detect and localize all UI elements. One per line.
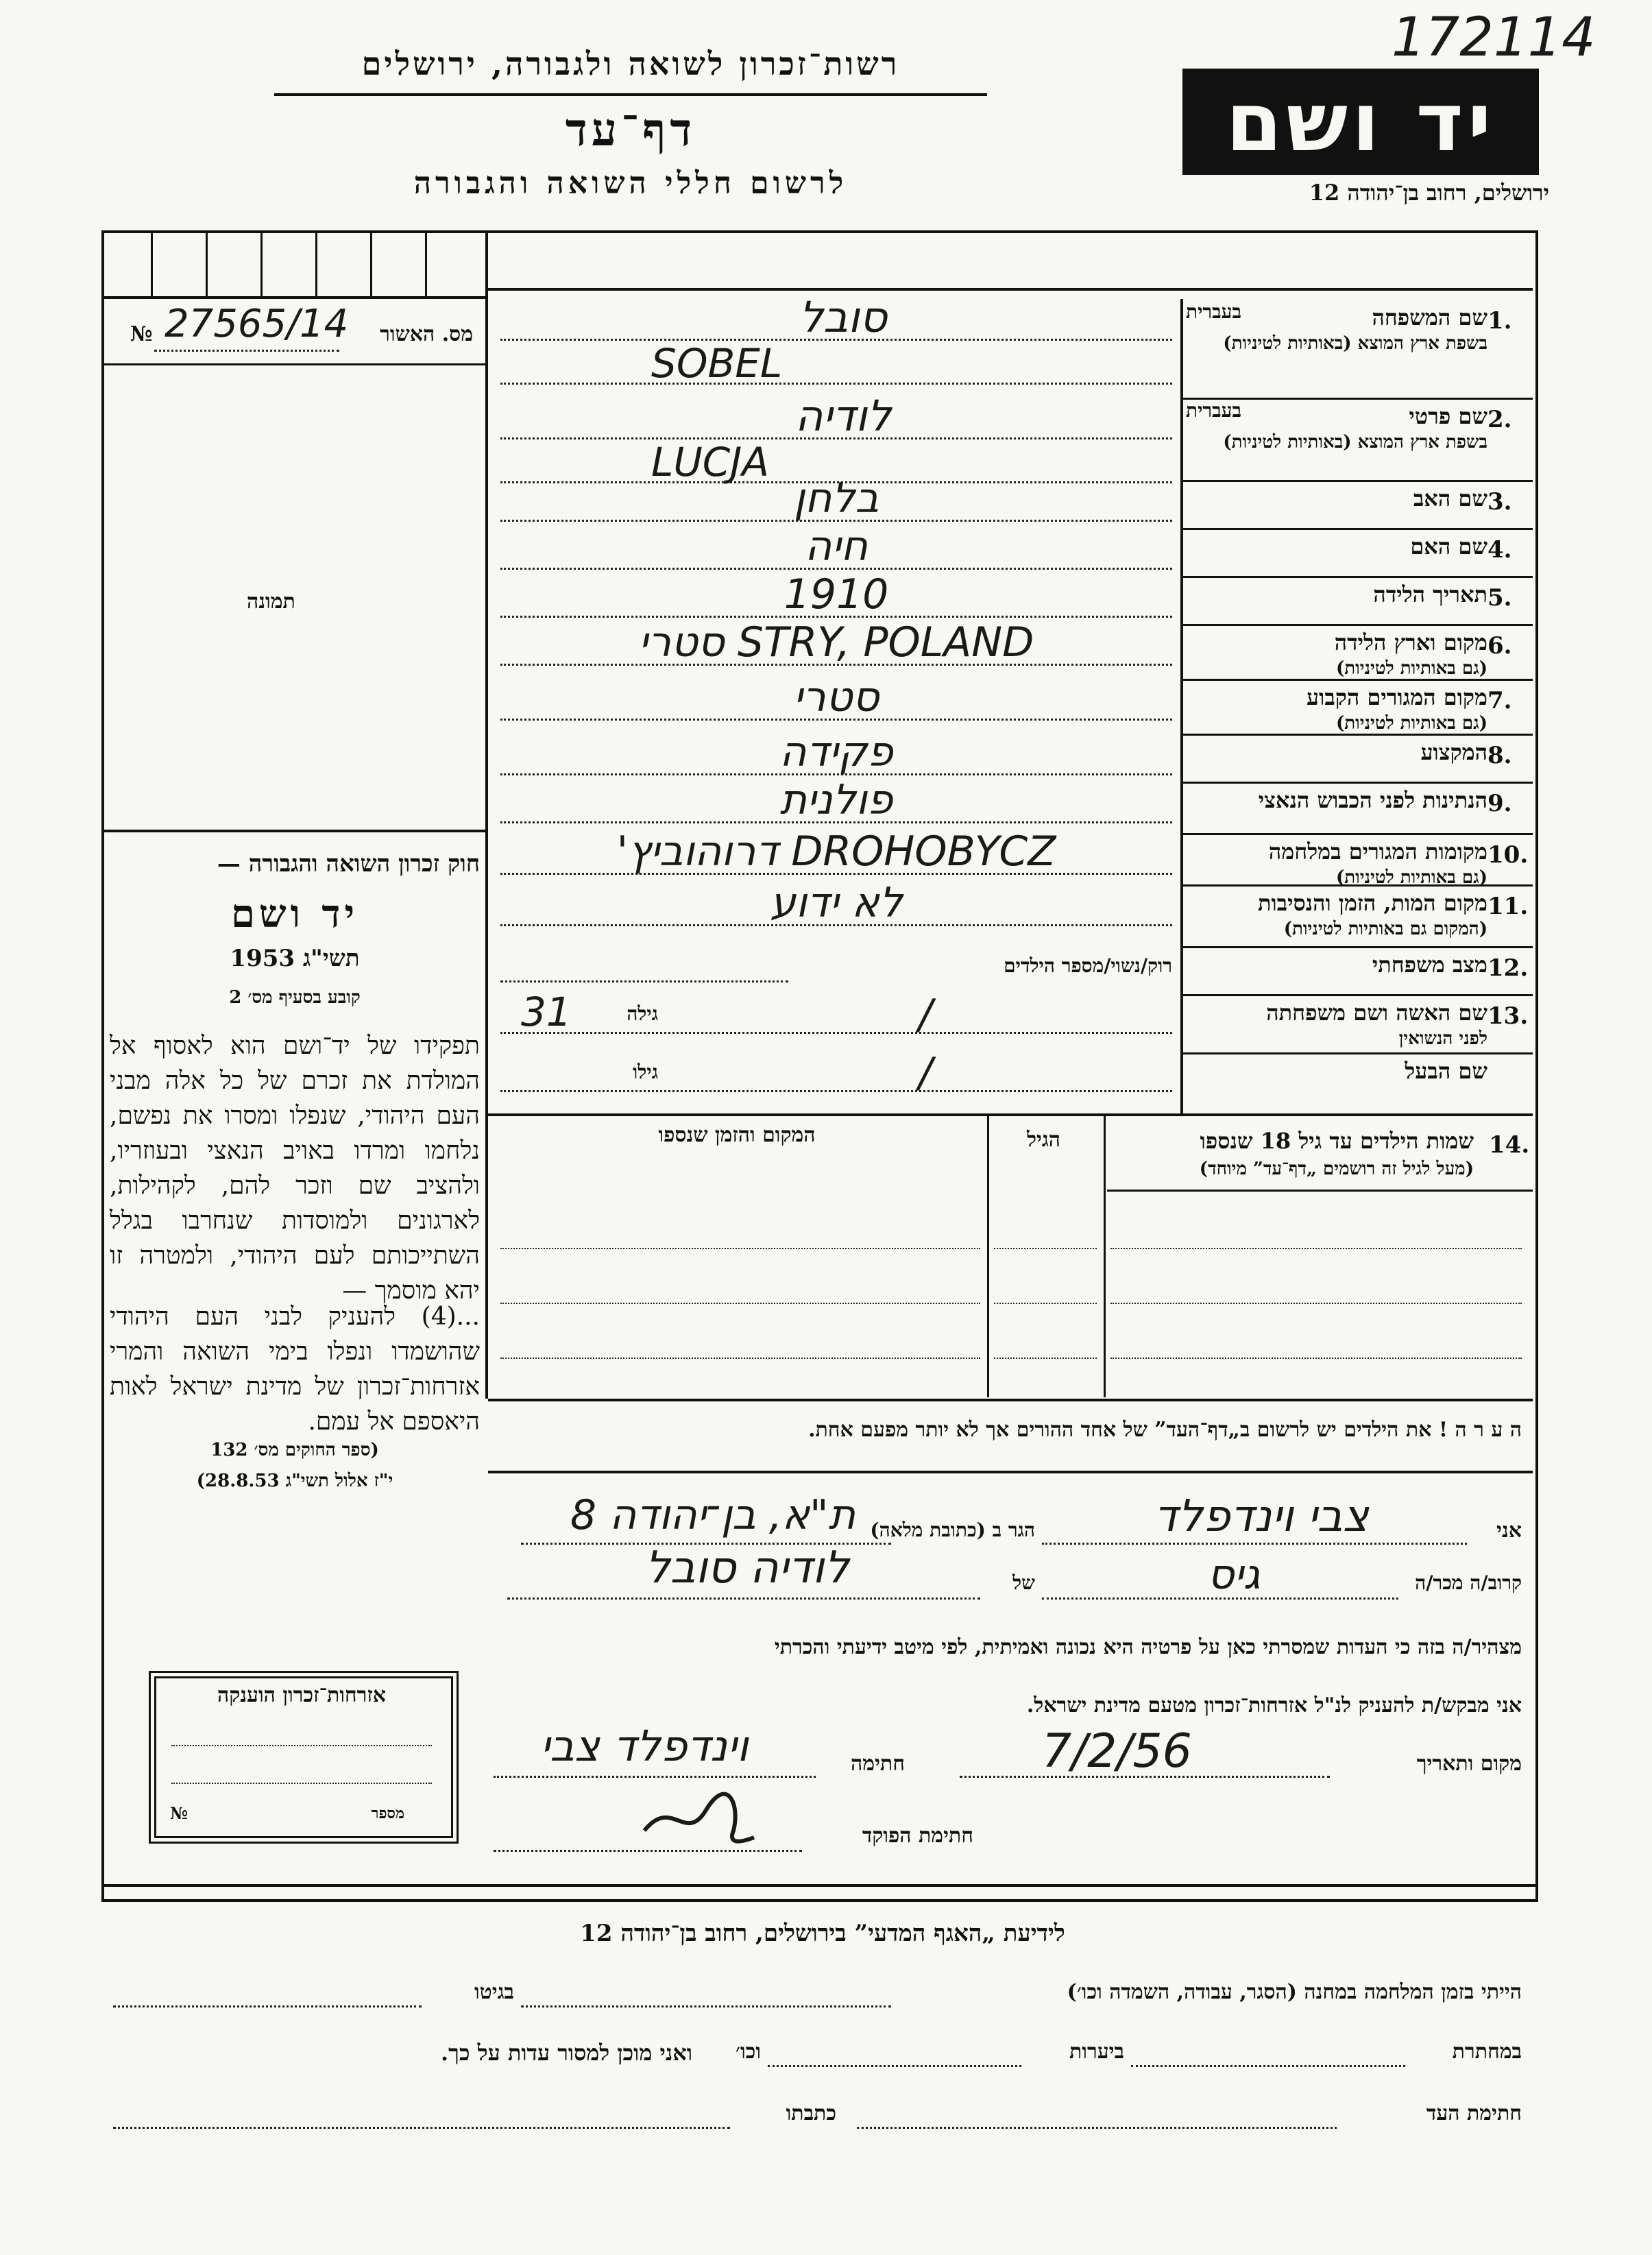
signature-dotline — [494, 1776, 816, 1778]
field-number: 12. — [1487, 954, 1529, 982]
field-sublabel: (גם באותיות לטיניות) — [1335, 867, 1487, 888]
law-text: תפקידו של יד־ושם הוא לאסוף אל המולדת את זכרם של כל אלה מבני העם היהודי, שנפלו ומסרו את נפשם, נלחמו ומרדו באויב הנאצי ובעוזריו, ולהציב שם וזכר להם, לקהילות, לארגונים ולמוסדות שנחרבו בגלל השתייכותם לעם היהודי, ולמטרה זו יהא מוסמך — — [110, 1032, 480, 1305]
place-date-label: מקום ותאריך — [1416, 1752, 1522, 1776]
footer-underground-dotline — [1131, 2065, 1405, 2067]
footer-ready-label: ואני מוכן למסור עדות על כך. — [440, 2040, 692, 2066]
institution-line: רשות־זכרון לשואה ולגבורה, ירושלים — [361, 45, 900, 82]
label-column-divider — [1180, 299, 1183, 1113]
field-sublabel: בשפת ארץ המוצא (באותיות לטיניות) — [1223, 333, 1487, 354]
field-label: מקום וארץ הלידה — [1334, 629, 1487, 655]
field-number: 10. — [1487, 841, 1529, 869]
field-value[interactable]: חיה — [805, 522, 868, 570]
field-label: שם המשפחה — [1372, 304, 1487, 330]
field-hebrew-value[interactable]: לודיה — [794, 391, 892, 441]
of-label: של — [1012, 1571, 1035, 1594]
officer-signature-label: חתימת הפוקד — [862, 1824, 973, 1848]
photo-column-divider — [485, 233, 488, 1399]
field-row-rule — [1183, 576, 1533, 578]
declarant-address: ת"א, בן־יהודה 8 — [570, 1491, 856, 1539]
field-row-rule — [1183, 480, 1533, 482]
footer-ghetto-dotline — [113, 2005, 422, 2007]
children-row-dotline — [1110, 1303, 1522, 1304]
officer-signature-scribble — [631, 1789, 768, 1851]
cell-divider — [315, 233, 317, 296]
footer-witness-signature-label: חתימת העד — [1426, 2101, 1522, 2125]
field-value[interactable]: פולנית — [779, 776, 893, 824]
field-sublabel: בשפת ארץ המוצא (באותיות לטיניות) — [1223, 432, 1487, 453]
children-age-header: הגיל — [1026, 1128, 1061, 1152]
field-latin-dotline — [500, 383, 1172, 385]
field-value[interactable]: בלחן — [793, 474, 879, 522]
declarant-name: צבי וינדפלד — [1154, 1491, 1369, 1542]
law-date: י"ז אלול תשי"ג 28.8.53) — [196, 1471, 393, 1491]
field-hebrew-value[interactable]: סובל — [799, 292, 888, 342]
field-age-value[interactable]: 31 — [521, 989, 572, 1035]
registration-number: 27565/14 — [165, 302, 349, 346]
footer-witness-signature-dotline — [857, 2127, 1337, 2129]
of-name-dotline — [507, 1597, 980, 1600]
field-row-rule — [1183, 624, 1533, 626]
footer-underground-label: במחתרת — [1452, 2040, 1522, 2064]
field-label: מקום המגורים הקבוע — [1307, 684, 1487, 710]
top-strip-rule — [101, 296, 485, 299]
archive-number: 172114 — [1392, 7, 1596, 69]
field-row-rule — [1183, 782, 1533, 784]
field-label: שם האב — [1413, 485, 1487, 511]
children-row-dotline — [500, 1358, 980, 1359]
children-label: שמות הילדים עד גיל 18 שנספו — [1200, 1128, 1474, 1154]
field-number: 7. — [1487, 687, 1512, 714]
law-clause: קובע בסעיף מס׳ 2 — [229, 987, 361, 1008]
field-value[interactable]: DROHOBYCZ דרוהוביץ' — [616, 828, 1056, 876]
certificate-dotline-2 — [171, 1783, 432, 1784]
statement-1: מצהיר/ה בזה כי העדות שמסרתי כאן על פרטיה היא נכונה ואמיתית, לפי מיטב ידיעתי והכרתי — [774, 1635, 1522, 1659]
field-number: 9. — [1487, 790, 1512, 817]
field-row-rule — [1183, 679, 1533, 681]
field-value[interactable]: / — [919, 991, 933, 1039]
children-sublabel: (מעל לגיל זה רושמים „דף־עד” מיוחד) — [1199, 1159, 1474, 1179]
children-col-place-divider — [987, 1116, 989, 1397]
footer-title: לידיעת „האגף המדעי” בירושלים, רחוב בן־יהודה 12 — [580, 1920, 1065, 1947]
children-row-dotline — [994, 1248, 1097, 1249]
header-rule — [274, 93, 987, 96]
children-place-header: המקום והזמן שנספו — [658, 1123, 816, 1147]
registration-label: מס. האשור — [380, 322, 473, 346]
field-age-label: גילו — [633, 1061, 658, 1083]
footer-etc-label: וכו׳ — [736, 2040, 761, 2064]
certificate-prefix: № — [170, 1803, 189, 1823]
footer-camp-label: הייתי בזמן המלחמה במחנה (הסגר, עבודה, השמדה וכו׳) — [1067, 1980, 1522, 2004]
field-label: המקצוע — [1420, 739, 1487, 765]
cell-divider — [151, 233, 153, 296]
field-value[interactable]: 1910 — [784, 570, 889, 618]
certificate-title: אזרחות־זכרון הוענקה — [217, 1683, 387, 1707]
field-label: שם הבעל — [1405, 1058, 1487, 1084]
footer-address-label: כתבתו — [786, 2101, 836, 2125]
law-heading: חוק זכרון השואה והגבורה — — [217, 850, 480, 878]
footer-address-dotline — [113, 2127, 730, 2129]
law-source: (ספר החוקים מס׳ 132 — [210, 1440, 379, 1460]
children-number: 14. — [1489, 1131, 1530, 1159]
field-number: 2. — [1487, 406, 1512, 433]
children-row-dotline — [994, 1303, 1097, 1304]
declarant-dotline — [1042, 1543, 1467, 1545]
field-number: 13. — [1487, 1002, 1529, 1030]
field-value[interactable]: פקידה — [779, 728, 893, 776]
note-bottom-rule — [488, 1471, 1533, 1473]
field-label: הנתינות לפני הכבוש הנאצי — [1258, 787, 1487, 813]
field-dotline — [500, 1032, 1172, 1034]
field-row-rule — [1183, 528, 1533, 530]
children-row-dotline — [1110, 1248, 1522, 1249]
registration-rule — [104, 363, 485, 365]
field-label: שם האשה ושם משפחתה — [1266, 1000, 1487, 1026]
field-age-label: גילה — [627, 1002, 658, 1025]
footer-ghetto-label: בגיטו — [474, 1980, 514, 2004]
relation-label: קרוב/ה מכר/ה — [1415, 1571, 1522, 1594]
signature-value: וינדפלד צבי — [540, 1721, 749, 1771]
field-value[interactable]: לא ידוע — [770, 879, 903, 927]
field-label: שם האם — [1410, 533, 1487, 559]
field-label: שם פרטי — [1409, 403, 1487, 429]
statement-2: אני מבקש/ת להעניק לנ"ל אזרחות־זכרון מטעם מדינת ישראל. — [1026, 1693, 1522, 1717]
field-label: מקומות המגורים במלחמה — [1268, 839, 1487, 865]
note: ה ע ר ה ! את הילדים יש לרשום ב„דף־העד” של אחד ההורים אך לא יותר מפעם אחת. — [808, 1418, 1522, 1442]
field-number: 6. — [1487, 632, 1512, 660]
field-row-rule — [1183, 833, 1533, 835]
cell-divider — [425, 233, 427, 296]
declaration-i-label: אני — [1496, 1519, 1522, 1543]
cell-divider — [260, 233, 263, 296]
children-table-top-rule — [488, 1113, 1533, 1116]
field-row-rule — [1183, 1052, 1533, 1054]
children-col-age-divider — [1104, 1116, 1106, 1397]
field-dotline — [500, 1090, 1172, 1092]
field-number: 3. — [1487, 488, 1512, 516]
field-row-rule — [1183, 994, 1533, 996]
children-header-rule — [1107, 1190, 1533, 1192]
field-number: 5. — [1487, 584, 1512, 612]
field-row-rule — [1183, 946, 1533, 948]
field-number: 4. — [1487, 536, 1512, 564]
photo-label: תמונה — [247, 590, 295, 614]
field-hebrew-label: בעברית — [1186, 300, 1242, 323]
form-subtitle: לרשום חללי השואה והגבורה — [413, 166, 848, 201]
of-name-value: לודיה סובל — [645, 1543, 849, 1593]
footer-forests-label: ביערות — [1069, 2040, 1124, 2064]
form-title: דף־עד — [565, 103, 696, 156]
registration-prefix: № — [130, 322, 153, 346]
field-number: 8. — [1487, 742, 1512, 769]
law-year: תשי"ג 1953 — [230, 945, 360, 972]
footer-forests-dotline — [768, 2065, 1021, 2067]
footer-top-rule — [101, 1884, 1535, 1887]
field-number: 1. — [1487, 307, 1512, 335]
field-value[interactable]: / — [919, 1049, 933, 1097]
signature-label: חתימה — [851, 1752, 905, 1776]
field-dotline — [500, 980, 788, 982]
field-sublabel: (המקום גם באותיות לטיניות) — [1283, 919, 1487, 939]
law-name: יד ושם — [230, 891, 359, 937]
field-sublabel: (גם באותיות לטיניות) — [1335, 658, 1487, 679]
registration-dotline — [154, 350, 339, 352]
photo-bottom-rule — [104, 830, 485, 832]
field-sublabel: לפני הנשואין — [1398, 1028, 1487, 1049]
footer-camp-dotline — [521, 2005, 891, 2007]
declaration-date: 7/2/56 — [1042, 1724, 1192, 1778]
field-label: מקום המות, הזמן והנסיבות — [1257, 890, 1487, 916]
cell-divider — [206, 233, 208, 296]
field-sublabel: (גם באותיות לטיניות) — [1335, 713, 1487, 734]
field-row-rule — [1183, 734, 1533, 736]
children-row-dotline — [500, 1303, 980, 1304]
field-marital-options: רוק/נשוי/מספר הילדים — [1004, 954, 1172, 977]
field-latin-value[interactable]: SOBEL — [651, 340, 783, 387]
children-row-dotline — [500, 1248, 980, 1249]
declaration-resides-label: הגר ב (כתובת מלאה) — [870, 1519, 1035, 1541]
cell-divider — [370, 233, 372, 296]
field-label: מצב משפחתי — [1372, 952, 1487, 978]
certificate-dotline-1 — [171, 1745, 432, 1746]
field-number: 11. — [1487, 893, 1529, 920]
children-table-bottom-rule — [488, 1399, 1533, 1401]
field-latin-value[interactable]: LUCJA — [651, 439, 770, 485]
field-value[interactable]: סטרי — [793, 673, 879, 721]
children-row-dotline — [1110, 1358, 1522, 1359]
field-label: תאריך הלידה — [1373, 581, 1487, 607]
field-hebrew-label: בעברית — [1186, 399, 1242, 422]
children-row-dotline — [994, 1358, 1097, 1359]
yad-vashem-logo: יד ושם — [1182, 69, 1539, 175]
field-value[interactable]: STRY, POLAND סטרי — [638, 618, 1034, 666]
law-text-clause-4: ...(4) להעניק לבני העם היהודי שהושמדו ונפלו בימי השואה והמרי אזרחות־זכרון של מדינת ישראל לאות היאספם אל עמם. — [110, 1303, 480, 1436]
address: ירושלים, רחוב בן־יהודה 12 — [1309, 180, 1549, 206]
relation-value: גיס — [1207, 1551, 1261, 1599]
fields-top-rule — [488, 288, 1533, 291]
certificate-number-label: מספר — [371, 1805, 404, 1822]
